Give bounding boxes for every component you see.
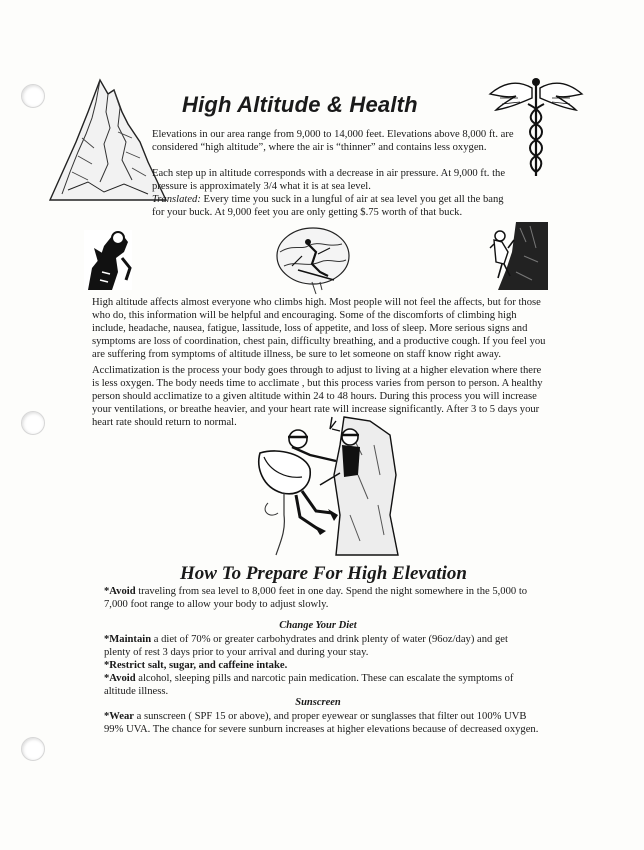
avoid-travel-label: *Avoid — [104, 586, 136, 597]
globe-skier-illustration — [268, 226, 358, 294]
prepare-heading: How To Prepare For High Elevation — [180, 563, 467, 584]
page-title: High Altitude & Health — [182, 92, 418, 117]
restrict-label: *Restrict salt, sugar, and caffeine intake. — [104, 660, 288, 671]
intro-elevations-text: Elevations in our area range from 9,000 to 14,000 feet. Elevations above 8,000 ft. are considered “high altitude”, where the air is “thinner” and contains less oxygen. — [152, 129, 514, 153]
restrict-item — [104, 659, 536, 672]
avoid-medication-text: alcohol, sleeping pills and narcotic pain medication. These can escalate the symptoms of altitude illness. — [104, 673, 514, 697]
prepare-diet-list — [104, 633, 536, 698]
affects-paragraph: High altitude affects almost everyone who climbs high. Most people will not feel the affects, but for those who do, this information will be helpful and encouraging. Some of the discomforts of climbing high include, headache, nausea, fatigue, lassitude, loss of appetite, and loss of sleep. More serious signs and symptoms are loss of coordination, chest pain, difficulty breathing, and a productive cough. If you feel you are suffering from symptoms of altitude illness, be sure to let someone on staff know right away. — [92, 297, 546, 360]
binder-hole-middle — [21, 411, 45, 435]
intro-pressure-text: Each step up in altitude corresponds with a decrease in air pressure. At 9,000 ft. the pressure is approximately 3/4 what it is at sea level. — [152, 168, 506, 192]
translated-text: Every time you suck in a lungful of air at sea level you get all the bang for your buck. At 9,000 feet you are only getting $.75 worth of that buck. — [152, 194, 504, 218]
avoid-travel-text: traveling from sea level to 8,000 feet in one day. Spend the night somewhere in the 5,000 to 7,000 foot range to allow your body to adjust slowly. — [104, 586, 528, 610]
binder-hole-top — [21, 84, 45, 108]
climber-right-illustration — [486, 222, 548, 290]
sunscreen-subheading: Sunscreen — [295, 697, 341, 708]
maintain-item — [104, 633, 536, 659]
diet-subheading: Change Your Diet — [279, 620, 357, 631]
intro-paragraph-pressure — [152, 167, 514, 219]
maintain-label: *Maintain — [104, 634, 152, 645]
avoid-medication-label: *Avoid — [104, 673, 136, 684]
climbers-helping-illustration — [240, 415, 400, 557]
prepare-avoid-travel — [104, 585, 532, 611]
acclimatization-paragraph: Acclimatization is the process your body goes through to adjust to living at a higher elevation where there is less oxygen. The body needs time to acclimate , but this process varies from person to person. A healthy person should acclimatize to a given altitude within 24 to 48 hours. During this process you will increase your ventilations, or breathe heavier, and your heart rate will increase significantly. After 3 to 5 days your heart rate should return to normal. — [92, 365, 543, 428]
wear-text: a sunscreen ( SPF 15 or above), and proper eyewear or sunglasses that filter out 100% UVB 99% UVA. The chance for severe sunburn increases at higher elevations because of decreased oxygen. — [104, 711, 539, 735]
caduceus-illustration — [488, 74, 584, 178]
wear-label: *Wear — [104, 711, 135, 722]
maintain-text: a diet of 70% or greater carbohydrates and drink plenty of water (96oz/day) and get plenty of rest 3 days prior to your arrival and during your stay. — [104, 634, 508, 658]
binder-hole-bottom — [21, 737, 45, 761]
mountain-illustration — [48, 72, 168, 202]
prepare-sunscreen — [104, 710, 540, 736]
climber-left-illustration — [82, 228, 134, 292]
translated-label: Translated: — [152, 194, 201, 205]
avoid-medication-item — [104, 672, 536, 698]
intro-paragraph-elevations — [152, 128, 514, 154]
